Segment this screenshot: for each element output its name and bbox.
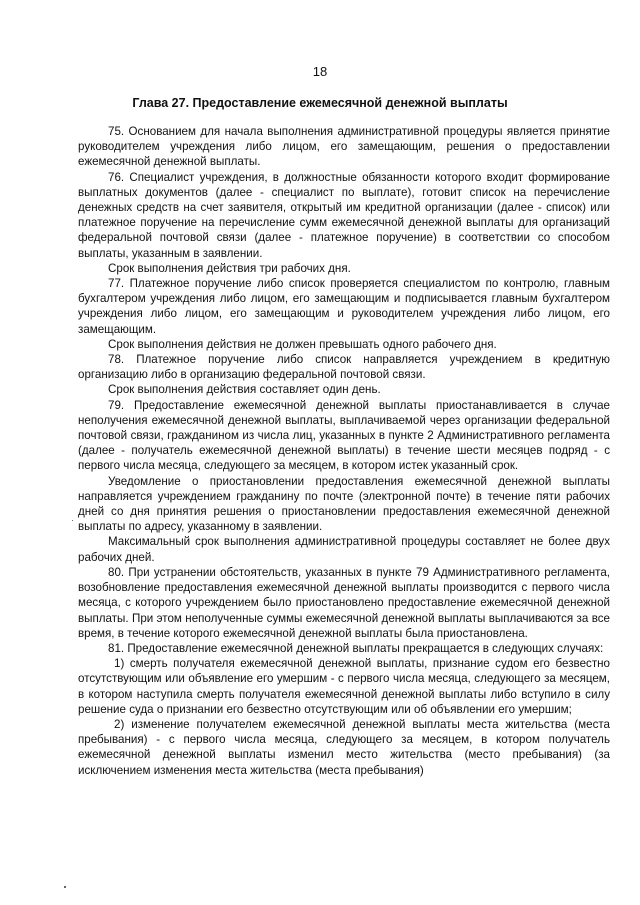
paragraph-deadline-1-day: Срок выполнения действия составляет один день. [108,383,381,397]
paragraph-max-deadline: Максимальный срок выполнения административной процедуры составляет не более двух рабочих дней. [78,535,610,564]
paragraph-deadline-1-workday: Срок выполнения действия не должен превышать одного рабочего дня. [108,337,497,351]
list-item-1: 1) смерть получателя ежемесячной денежной выплаты, признание судом его безвестно отсутствующим или объявление его умершим - с первого числа месяца, следующего за месяцем, в котором наступила смерть получателя ежемесячной денежной выплаты либо вступило в силу решение суда о признании его безвестно отсутствующим или об объявлении его умершим; [78,657,610,716]
paragraph-80: 80. При устранении обстоятельств, указанных в пункте 79 Административного регламента, возобновление предоставления ежемесячной денежной выплаты производится с первого числа месяца, с которого учреждением было приостановлено предоставление ежемесячной денежной выплаты. При этом неполученные суммы ежемесячной денежной выплаты выплачиваются за все время, в течение которого ежемесячной денежной выплаты была приостановлена. [78,565,610,640]
document-body [78,124,610,778]
paragraph-75: 75. Основанием для начала выполнения административной процедуры является принятие руководителем учреждения либо лицом, его замещающим, решения о предоставлении ежемесячной денежной выплаты. [78,125,610,169]
paragraph-79: 79. Предоставление ежемесячной денежной выплаты приостанавливается в случае неполучения ежемесячной денежной выплаты, выплачиваемой через организации федеральной почтовой связи, гражданином из числа лиц, указанных в пункте 2 Административного регламента (далее - получатель ежемесячной денежной выплаты) в течение шести месяцев подряд - с первого числа месяца, следующего за месяцем, в котором истек указанный срок. [78,398,610,473]
paragraph-78: 78. Платежное поручение либо список направляется учреждением в кредитную организацию либо в организацию федеральной почтовой связи. [78,353,610,382]
paragraph-notification: Уведомление о приостановлении предоставления ежемесячной денежной выплаты направляется учреждением гражданину по почте (электронной почте) в течение пяти рабочих дней со дня принятия решения о приостановлении предоставления ежемесячной денежной выплаты по адресу, указанному в заявлении. [78,474,610,534]
list-item-2: 2) изменение получателем ежемесячной денежной выплаты места жительства (места пребывания) - с первого числа месяца, следующего за месяцем, в котором получатель ежемесячной денежной выплаты изменил место жительства (место пребывания) (за исключением изменения места жительства (места пребывания) [78,717,610,777]
paragraph-76: 76. Специалист учреждения, в должностные обязанности которого входит формирование выплатных документов (далее - специалист по выплате), готовит список на перечисление денежных средств на счет заявителя, открытый им кредитной организации (далее - список) или платежное поручение на перечисление сумм ежемесячной денежной выплаты для организаций федеральной почтовой связи (далее - платежное поручение) в соответствии со способом выплаты, указанным в заявлении. [78,170,610,260]
page-number: 18 [312,64,328,79]
chapter-title: Глава 27. Предоставление ежемесячной денежной выплаты [132,96,508,110]
paragraph-77: 77. Платежное поручение либо список проверяется специалистом по контролю, главным бухгалтером учреждения либо лицом, его замещающим и подписывается главным бухгалтером учреждения либо лицом, его замещающим и руководителем учреждения либо лицом, его замещающим. [78,277,610,336]
scan-speck [72,520,73,521]
paragraph-deadline-3-days: Срок выполнения действия три рабочих дня. [108,261,351,275]
paragraph-81: 81. Предоставление ежемесячной денежной выплаты прекращается в следующих случаях: [108,641,604,655]
scan-speck [64,886,66,888]
